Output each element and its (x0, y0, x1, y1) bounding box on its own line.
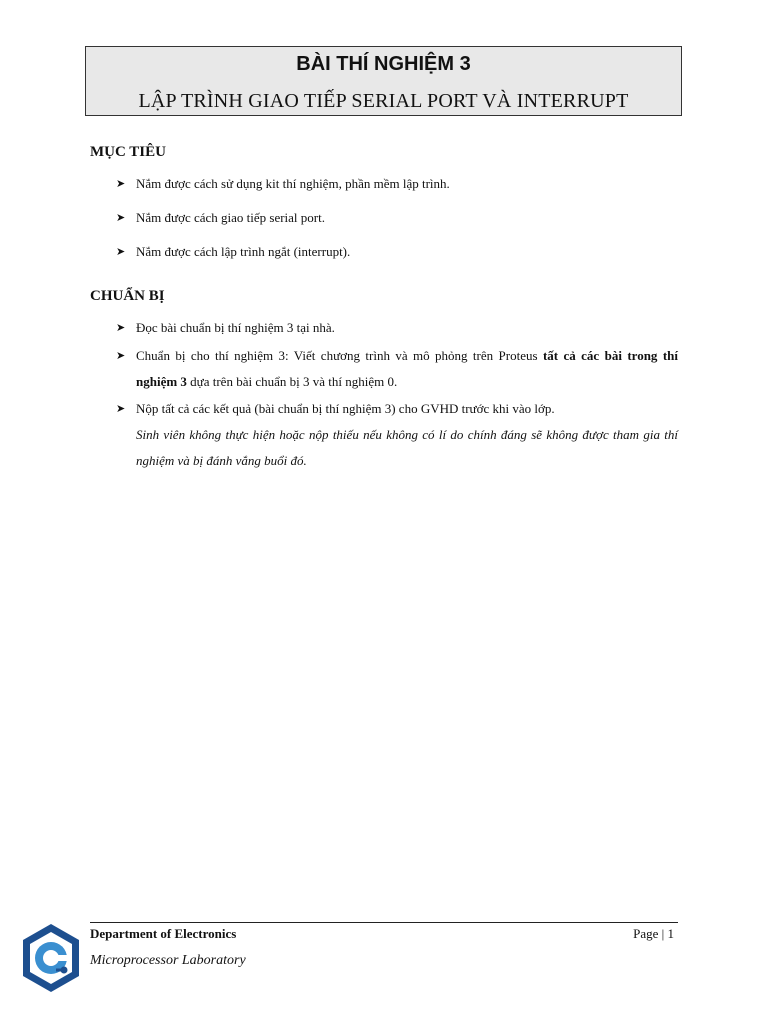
preparation-text-part: Chuẩn bị cho thí nghiệm 3: Viết chương trình và mô phỏng trên Proteus (136, 348, 543, 363)
warning-note: Sinh viên không thực hiện hoặc nộp thiếu nếu không có lí do chính đáng sẽ không được tham gia thí nghiệm và bị đánh vắng buổi đó. (136, 427, 678, 468)
objective-text: Nắm được cách giao tiếp serial port. (136, 210, 325, 225)
objective-text: Nắm được cách lập trình ngắt (interrupt). (136, 244, 351, 259)
footer-laboratory: Microprocessor Laboratory (90, 953, 246, 968)
objective-text: Nắm được cách sử dụng kit thí nghiệm, phần mềm lập trình. (136, 176, 450, 191)
preparation-text-part: dựa trên bài chuẩn bị 3 và thí nghiệm 0. (186, 374, 398, 389)
objective-item (116, 171, 678, 197)
footer-department: Department of Electronics (90, 926, 237, 941)
arrow-bullet-icon: ➤ (116, 211, 126, 224)
footer-divider (90, 922, 678, 923)
preparation-item (116, 343, 678, 395)
objective-item (116, 239, 678, 265)
preparation-text-bold: tất cả các bài trong thí nghiệm 3 (136, 348, 679, 389)
title-box (85, 46, 682, 116)
preparation-heading: CHUẨN BỊ (90, 288, 165, 304)
preparation-item (116, 396, 678, 422)
preparation-text (136, 343, 678, 395)
objective-item (116, 205, 678, 231)
arrow-bullet-icon: ➤ (116, 321, 126, 334)
arrow-bullet-icon: ➤ (116, 402, 126, 415)
preparation-item (116, 315, 678, 341)
university-logo-icon (20, 922, 82, 994)
arrow-bullet-icon: ➤ (116, 177, 126, 190)
objectives-heading: MỤC TIÊU (90, 144, 166, 160)
document-title: BÀI THÍ NGHIỆM 3 (296, 53, 471, 75)
preparation-text: Đọc bài chuẩn bị thí nghiệm 3 tại nhà. (136, 320, 335, 335)
document-subtitle: LẬP TRÌNH GIAO TIẾP SERIAL PORT VÀ INTERRUPT (138, 90, 629, 112)
page-number: Page | 1 (633, 926, 674, 941)
preparation-text: Nộp tất cả các kết quả (bài chuẩn bị thí nghiệm 3) cho GVHD trước khi vào lớp. (136, 401, 555, 416)
arrow-bullet-icon: ➤ (116, 245, 126, 258)
arrow-bullet-icon: ➤ (116, 349, 126, 362)
